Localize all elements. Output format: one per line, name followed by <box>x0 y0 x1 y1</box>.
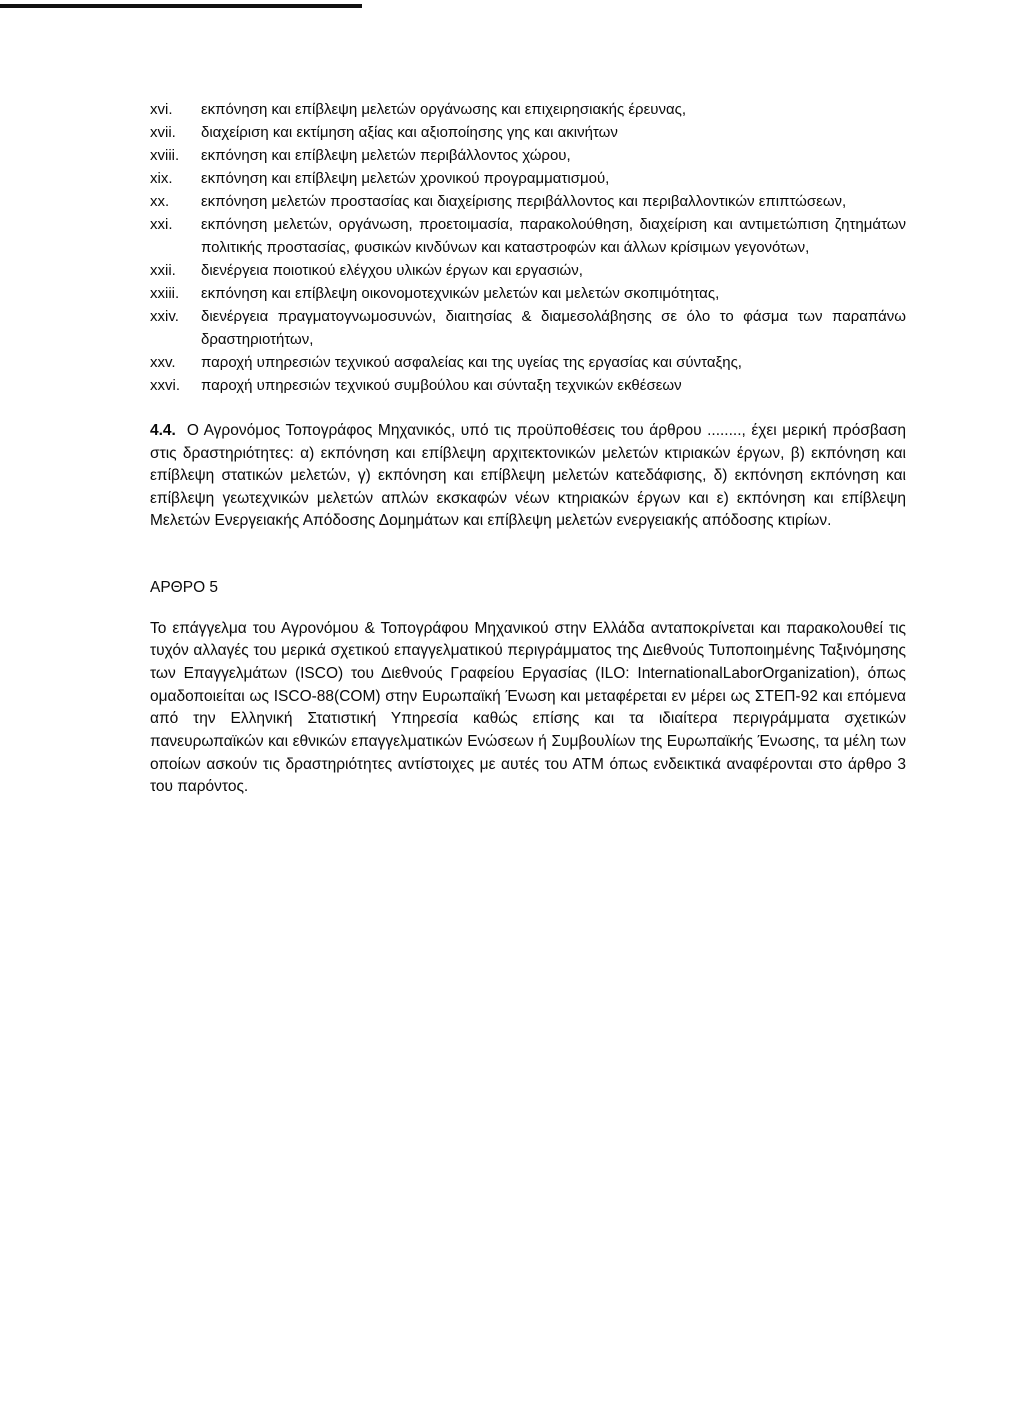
list-item-text: εκπόνηση και επίβλεψη οικονομοτεχνικών μελετών και μελετών σκοπιμότητας, <box>201 285 720 302</box>
section-4-4 <box>150 420 906 533</box>
list-item-text: εκπόνηση μελετών, οργάνωση, προετοιμασία, παρακολούθηση, διαχείριση και αντιμετώπιση ζητημάτων πολιτικής προστασίας, φυσικών κινδύνων και καταστροφών και άλλων κρίσιμων γεγονότων, <box>201 216 906 256</box>
article-body: Το επάγγελμα του Αγρονόμου & Τοπογράφου Μηχανικού στην Ελλάδα ανταποκρίνεται και παρακολουθεί τις τυχόν αλλαγές του μερικά σχετικού επαγγελματικού περιγράμματος της Διεθνούς Τυποποιημένης Ταξινόμησης των Επαγγελμάτων (ISCO) του Διεθνούς Γραφείου Εργασίας (ILO: InternationalLaborOrganization), όπως ομαδοποιείται ως ISCO-88(COM) στην Ευρωπαϊκή Ένωση και μεταφέρεται εν μέρει ως ΣΤΕΠ-92 και επόμενα από την Ελληνική Στατιστική Υπηρεσία καθώς επίσης και τα ιδιαίτερα περιγράμματα σχετικών πανευρωπαϊκών και εθνικών επαγγελματικών Ενώσεων ή Συμβουλίων της Ευρωπαϊκής Ένωσης, τα μέλη των οποίων ασκούν τις δραστηριότητες αντίστοιχες με αυτές του ΑΤΜ όπως ενδεικτικά αναφέρονται στο άρθρο 3 του παρόντος. <box>150 619 906 796</box>
list-item-number: xxii. <box>150 262 176 279</box>
list-item <box>150 374 906 397</box>
list-item <box>150 190 906 213</box>
list-item-number: xxi. <box>150 216 173 233</box>
list-item <box>150 98 906 121</box>
list-item <box>150 259 906 282</box>
list-item-text: διενέργεια πραγματογνωμοσυνών, διαιτησίας & διαμεσολάβησης σε όλο το φάσμα των παραπάνω δραστηριοτήτων, <box>201 308 906 348</box>
list-item-number: xviii. <box>150 147 180 164</box>
list-item-text: εκπόνηση και επίβλεψη μελετών περιβάλλοντος χώρου, <box>201 147 571 164</box>
list-item-text: παροχή υπηρεσιών τεχνικού συμβούλου και σύνταξη τεχνικών εκθέσεων <box>201 377 682 394</box>
list-item-text: εκπόνηση μελετών προστασίας και διαχείρισης περιβάλλοντος και περιβαλλοντικών επιπτώσεων, <box>201 193 847 210</box>
list-item-number: xix. <box>150 170 173 187</box>
list-item <box>150 121 906 144</box>
list-item-number: xvii. <box>150 124 176 141</box>
list-item <box>150 305 906 351</box>
list-item <box>150 282 906 305</box>
list-item-text: εκπόνηση και επίβλεψη μελετών χρονικού προγραμματισμού, <box>201 170 610 187</box>
list-item <box>150 351 906 374</box>
list-item-text: παροχή υπηρεσιών τεχνικού ασφαλείας και της υγείας της εργασίας και σύνταξης, <box>201 354 742 371</box>
list-item-number: xxiii. <box>150 285 180 302</box>
list-item-number: xx. <box>150 193 170 210</box>
document-page <box>150 98 906 815</box>
list-item-text: διαχείριση και εκτίμηση αξίας και αξιοποίησης γης και ακινήτων <box>201 124 618 141</box>
list-item-text: διενέργεια ποιοτικού ελέγχου υλικών έργων και εργασιών, <box>201 262 583 279</box>
activities-list <box>150 98 906 397</box>
list-item-number: xxiv. <box>150 308 179 325</box>
list-item <box>150 167 906 190</box>
list-item-number: xvi. <box>150 101 173 118</box>
list-item <box>150 144 906 167</box>
list-item <box>150 213 906 259</box>
section-text: Ο Αγρονόμος Τοπογράφος Μηχανικός, υπό τις προϋποθέσεις του άρθρου ........, έχει μερική πρόσβαση στις δραστηριότητες: α) εκπόνηση και επίβλεψη αρχιτεκτονικών μελετών κτιριακών έργων, β) εκπόνηση και επίβλεψη στατικών μελετών, γ) εκπόνηση και επίβλεψη μελετών κατεδάφισης, δ) εκπόνηση εκπόνηση και επίβλεψη γεωτεχνικών μελετών απλών εκσκαφών νέων κτηριακών έργων και ε) εκπόνηση και επίβλεψη Μελετών Ενεργειακής Απόδοσης Δομημάτων και επίβλεψη μελετών ενεργειακής απόδοσης κτιρίων. <box>150 422 906 529</box>
article-title: ΑΡΘΡΟ 5 <box>150 578 219 596</box>
top-rule <box>0 4 362 8</box>
list-item-number: xxv. <box>150 354 176 371</box>
list-item-text: εκπόνηση και επίβλεψη μελετών οργάνωσης και επιχειρησιακής έρευνας, <box>201 101 687 118</box>
section-number: 4.4. <box>150 422 176 439</box>
list-item-number: xxvi. <box>150 377 180 394</box>
